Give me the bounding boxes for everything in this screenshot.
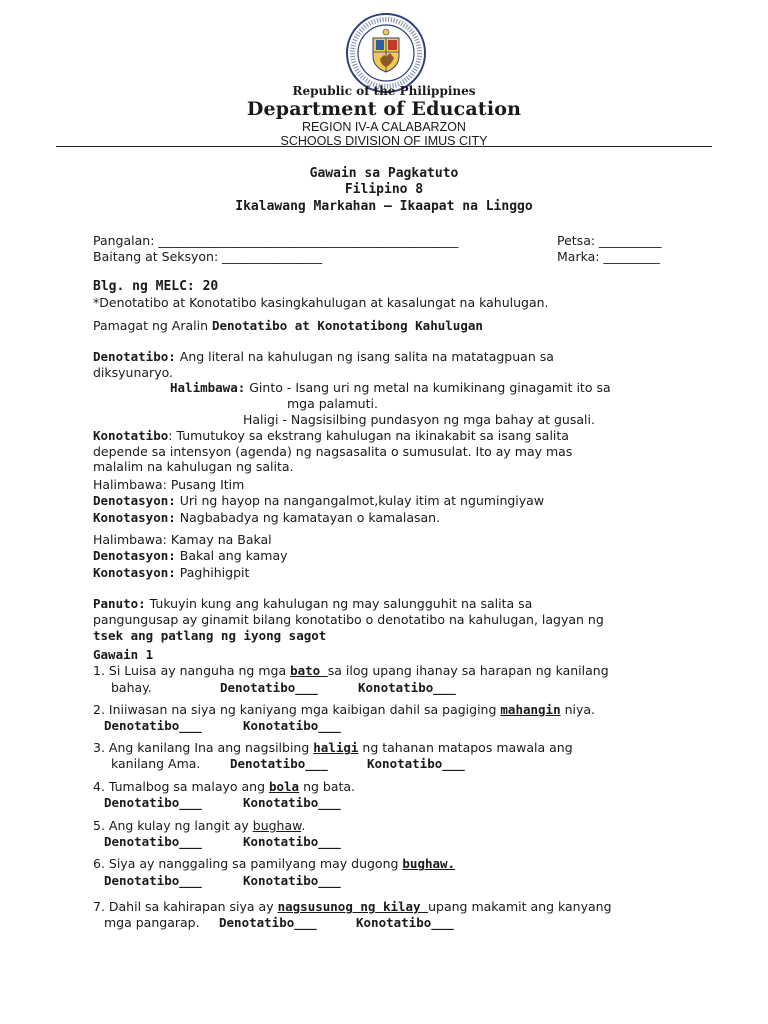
underlined-word: bola [268,779,300,794]
item-5-denotatibo-blank[interactable]: Denotatibo___ [104,834,202,849]
item-text: 6. Siya ay nanggaling sa pamilyang may dugong [93,856,403,871]
denotatibo-def1: Ang literal na kahulugan ng isang salita na matatagpuan sa [175,349,554,364]
item-1-denotatibo-blank[interactable]: Denotatibo___ [220,680,318,695]
lesson-prefix: Pamagat ng Aralin [93,318,212,333]
item-4-denotatibo-blank[interactable]: Denotatibo___ [104,795,202,810]
item-text: ng tahanan matapos mawala ang [358,740,573,755]
item-text: 5. Ang kulay ng langit ay [93,818,253,833]
region-block [0,120,768,148]
denotasyon-text: Bakal ang kamay [175,548,288,563]
item-text: 3. Ang kanilang Ina ang nagsilbing [93,740,314,755]
konotatibo-def-line-1 [93,428,569,443]
department-title: Department of Education [246,98,522,120]
example-1-konotasyon [93,510,440,525]
region-line: REGION IV-A CALABARZON [302,120,466,134]
denotatibo-example-2: Haligi - Nagsisilbing pundasyon ng mga bahay at gusali. [243,412,595,427]
example-1a: Ginto - Isang uri ng metal na kumikinang ginagamit ito sa [245,380,611,395]
example-2-konotasyon [93,565,249,580]
republic-line: Republic of the Philippines [292,84,476,98]
melc-description: *Denotatibo at Konotatibo kasingkahulugan at kasalungat na kahulugan. [93,295,549,310]
panuto-line-1 [93,596,532,611]
title-line-3: Ikalawang Markahan – Ikaapat na Linggo [235,199,533,214]
item-3-line-1 [93,740,573,755]
gawain-title: Gawain 1 [93,647,154,662]
denotatibo-example-1 [170,380,611,395]
denotasyon-label: Denotasyon: [93,548,176,563]
example-1-denotasyon [93,493,544,508]
item-5-line-1 [93,818,305,833]
item-7-line-1 [93,899,612,914]
denotasyon-label: Denotasyon: [93,493,176,508]
pangalan-field[interactable]: Pangalan: ________________________________________________ [93,233,459,248]
lesson-name: Denotatibo at Konotatibong Kahulugan [211,318,483,333]
panuto-text-1: Tukuyin kung ang kahulugan ng may salungguhit na salita sa [145,596,533,611]
item-text: 2. Iniiwasan na siya ng kaniyang mga kaibigan dahil sa pagiging [93,702,501,717]
division-line: SCHOOLS DIVISION OF IMUS CITY [280,134,488,148]
underlined-word: haligi [313,740,359,755]
panuto-line-3: tsek ang patlang ng iyong sagot [93,628,327,643]
item-text: niya. [560,702,596,717]
example-2-denotasyon [93,548,288,563]
denotatibo-term: Denotatibo: [93,349,176,364]
konotasyon-label: Konotasyon: [93,565,176,580]
item-6-denotatibo-blank[interactable]: Denotatibo___ [104,873,202,888]
underlined-word: bughaw. [402,856,456,871]
item-4-line-1 [93,779,355,794]
underlined-word: nagsusunog ng kilay [277,899,429,914]
title-line-2: Filipino 8 [344,182,424,197]
item-2-line-1 [93,702,595,717]
item-6-konotatibo-blank[interactable]: Konotatibo___ [243,873,341,888]
marka-field[interactable]: Marka: _________ [557,249,660,264]
example-2-halimbawa: Halimbawa: Kamay na Bakal [93,532,272,547]
item-6-line-1 [93,856,455,871]
item-text: . [301,818,306,833]
lesson-title [93,318,483,333]
konotasyon-label: Konotasyon: [93,510,176,525]
konotatibo-def-line-2: depende sa intensyon (agenda) ng nagsasalita o sumusulat. Ito ay may mas [93,444,573,459]
item-1-line-1 [93,663,609,678]
underlined-word: bughaw [252,818,302,833]
konotatibo-def1: : Tumutukoy sa ekstrang kahulugan na ikinakabit sa isang salita [168,428,569,443]
item-1-konotatibo-blank[interactable]: Konotatibo___ [358,680,456,695]
header-divider [56,146,712,147]
denotatibo-def-line-2: diksyunaryo. [93,365,173,380]
konotatibo-term: Konotatibo [93,428,169,443]
denotatibo-def-line-1 [93,349,554,364]
denotatibo-example-1b: mga palamuti. [287,396,378,411]
konotasyon-text: Nagbabadya ng kamatayan o kamalasan. [175,510,441,525]
konotatibo-def-line-3: malalim na kahulugan ng salita. [93,459,294,474]
item-2-denotatibo-blank[interactable]: Denotatibo___ [104,718,202,733]
item-2-konotatibo-blank[interactable]: Konotatibo___ [243,718,341,733]
underlined-word: bato [290,663,328,678]
baitang-field[interactable]: Baitang at Seksyon: ________________ [93,249,323,264]
denotasyon-text: Uri ng hayop na nangangalmot,kulay itim at ngumingiyaw [175,493,545,508]
item-4-konotatibo-blank[interactable]: Konotatibo___ [243,795,341,810]
petsa-field[interactable]: Petsa: __________ [557,233,662,248]
item-text: sa ilog upang ihanay sa harapan ng kanilang [327,663,609,678]
melc-number: Blg. ng MELC: 20 [93,279,219,294]
item-5-konotatibo-blank[interactable]: Konotatibo___ [243,834,341,849]
underlined-word: mahangin [500,702,561,717]
item-text: ng bata. [299,779,356,794]
item-text: 1. Si Luisa ay nanguha ng mga [93,663,291,678]
item-text: 7. Dahil sa kahirapan siya ay [93,899,278,914]
item-3-konotatibo-blank[interactable]: Konotatibo___ [367,756,465,771]
item-text: 4. Tumalbog sa malayo ang [93,779,269,794]
item-7-denotatibo-blank[interactable]: Denotatibo___ [219,915,317,930]
konotasyon-text: Paghihigpit [175,565,250,580]
item-1-line-2: bahay. [111,680,152,695]
item-text: upang makamit ang kanyang [428,899,612,914]
example-1-halimbawa: Halimbawa: Pusang Itim [93,477,245,492]
title-line-1: Gawain sa Pagkatuto [309,166,459,181]
item-3-line-2: kanilang Ama. [111,756,201,771]
item-7-line-2: mga pangarap. [104,915,200,930]
item-7-konotatibo-blank[interactable]: Konotatibo___ [356,915,454,930]
deped-seal-icon [345,12,427,94]
panuto-line-2: pangungusap ay ginamit bilang konotatibo o denotatibo na kahulugan, lagyan ng [93,612,604,627]
halimbawa-label: Halimbawa: [170,380,246,395]
item-3-denotatibo-blank[interactable]: Denotatibo___ [230,756,328,771]
panuto-label: Panuto: [93,596,146,611]
